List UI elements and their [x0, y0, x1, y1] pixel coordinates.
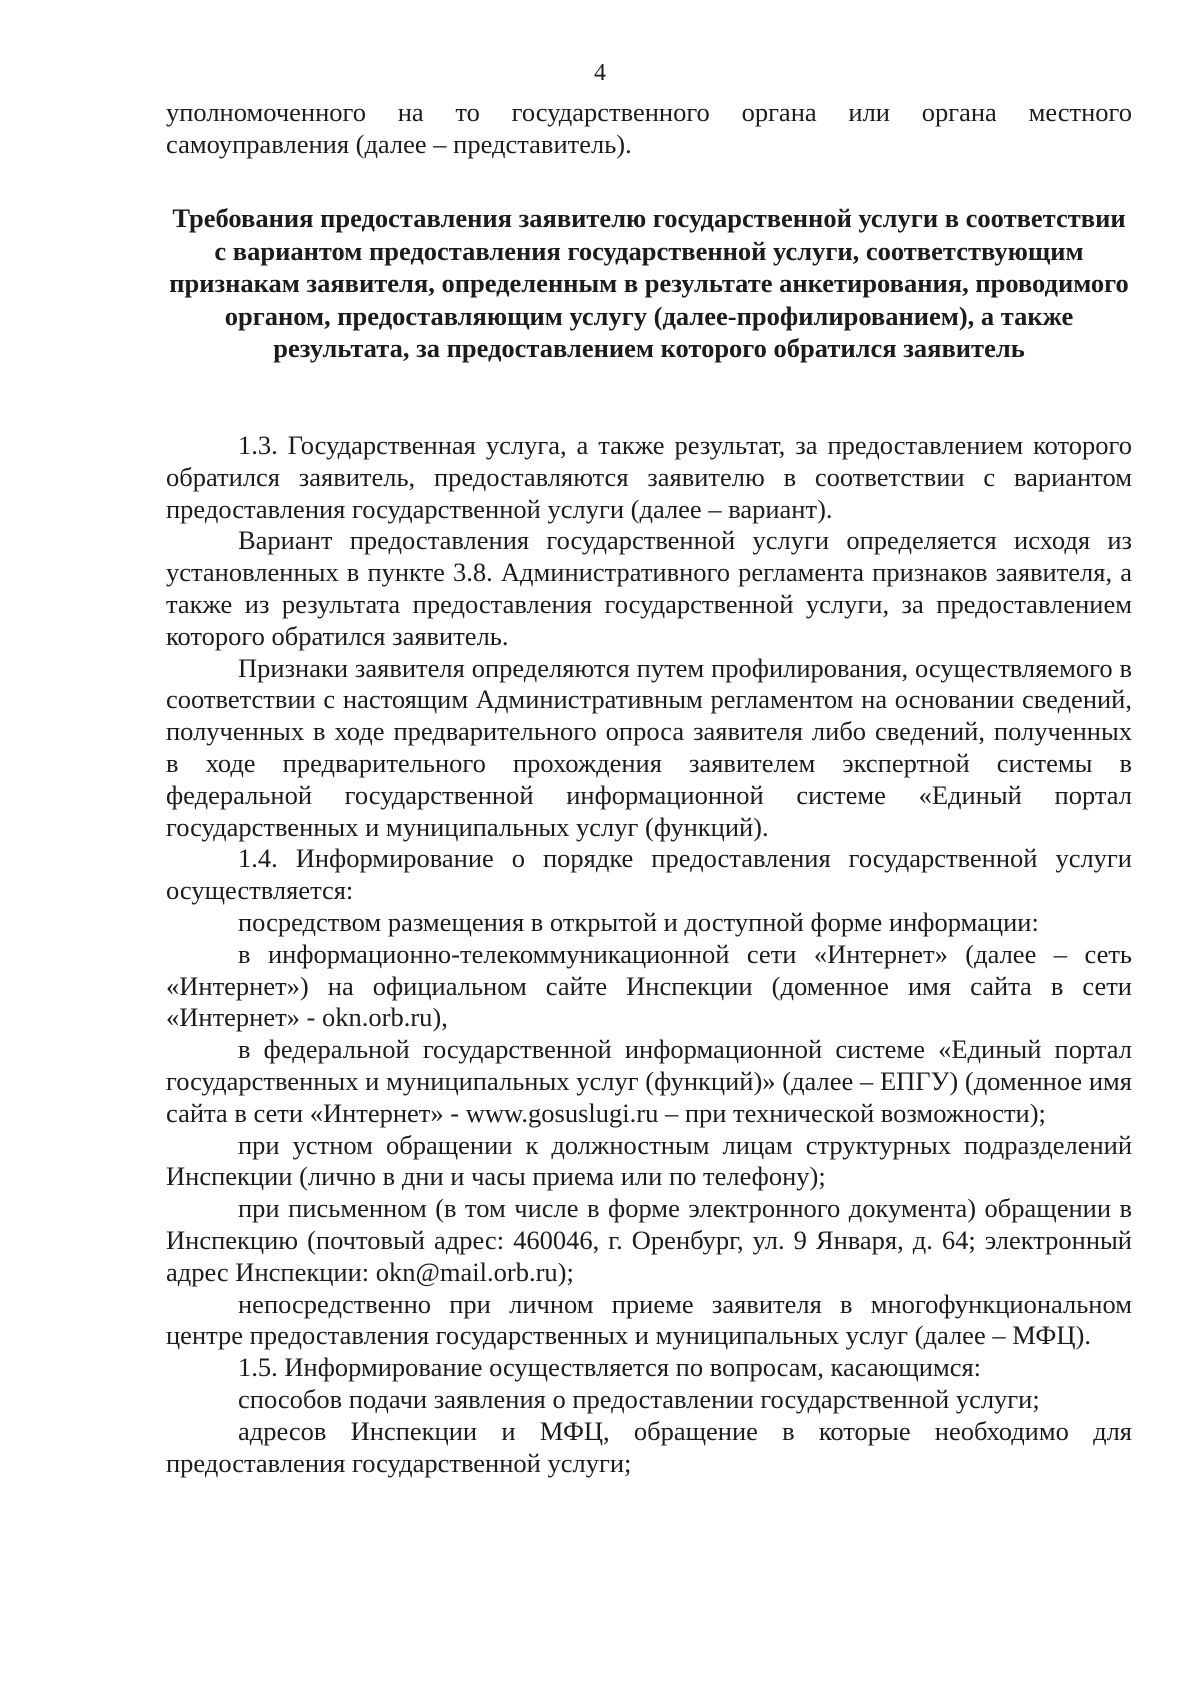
- paragraph-1-5: 1.5. Информирование осуществляется по вопросам, касающимся:: [238, 1352, 982, 1383]
- paragraph-applicant-attributes: Признаки заявителя определяются путем профилирования, осуществляемого в соответствии с настоящим Административным регламентом на основании сведений, полученных в ходе предварительного опроса заявителя либо сведений, полученных в ходе предварительного прохождения заявителем экспертной системы в федеральной государственной информационной системе «Единый портал государственных и муниципальных услуг (функций).: [166, 652, 1132, 842]
- paragraph-written-request: при письменном (в том числе в форме электронного документа) обращении в Инспекцию (почтовый адрес: 460046, г. Оренбург, ул. 9 Января, д. 64; электронный адрес Инспекции: okn@mail.orb.ru);: [166, 1193, 1132, 1287]
- main-text-block: [166, 430, 1132, 1479]
- paragraph-addresses: адресов Инспекции и МФЦ, обращение в которые необходимо для предоставления государственной услуги;: [166, 1415, 1132, 1478]
- paragraph-1-4: 1.4. Информирование о порядке предоставления государственной услуги осуществляется:: [166, 843, 1132, 906]
- paragraph-variant-definition: Вариант предоставления государственной услуги определяется исходя из установленных в пункте 3.8. Административного регламента признаков заявителя, а также из результата предоставления государственной услуги, за предоставлением которого обратился заявитель.: [166, 525, 1132, 651]
- paragraph-mfc-reception: непосредственно при личном приеме заявителя в многофункциональном центре предоставления государственных и муниципальных услуг (далее – МФЦ).: [166, 1288, 1132, 1351]
- paragraph-oral-request: при устном обращении к должностным лицам структурных подразделений Инспекции (лично в дни и часы приема или по телефону);: [166, 1129, 1132, 1192]
- intro-block: [166, 97, 1132, 161]
- intro-paragraph: уполномоченного на то государственного органа или органа местного самоуправления (далее – представитель).: [166, 97, 1132, 159]
- paragraph-epgu: в федеральной государственной информационной системе «Единый портал государственных и муниципальных услуг (функций)» (далее – ЕПГУ) (доменное имя сайта в сети «Интернет» - www.gosuslugi.ru – при технической возможности);: [166, 1034, 1132, 1128]
- section-heading: Требования предоставления заявителю государственной услуги в соответствии с вариантом предоставления государственной услуги, соответствующим признакам заявителя, определенным в результате анкетирования, проводимого органом, предоставляющим услугу (далее-профилированием), а также результата, за предоставлением которого обратился заявитель: [169, 203, 1129, 364]
- paragraph-1-3: 1.3. Государственная услуга, а также результат, за предоставлением которого обратился заявитель, предоставляются заявителю в соответствии с вариантом предоставления государственной услуги (далее – вариант).: [166, 430, 1132, 524]
- paragraph-info-placement: посредством размещения в открытой и доступной форме информации:: [238, 906, 1039, 937]
- paragraph-submission-methods: способов подачи заявления о предоставлении государственной услуги;: [238, 1383, 1040, 1414]
- paragraph-internet-site: в информационно-телекоммуникационной сети «Интернет» (далее – сеть «Интернет») на официальном сайте Инспекции (доменное имя сайта в сети «Интернет» - okn.orb.ru),: [166, 938, 1132, 1033]
- page-number: 4: [594, 60, 606, 86]
